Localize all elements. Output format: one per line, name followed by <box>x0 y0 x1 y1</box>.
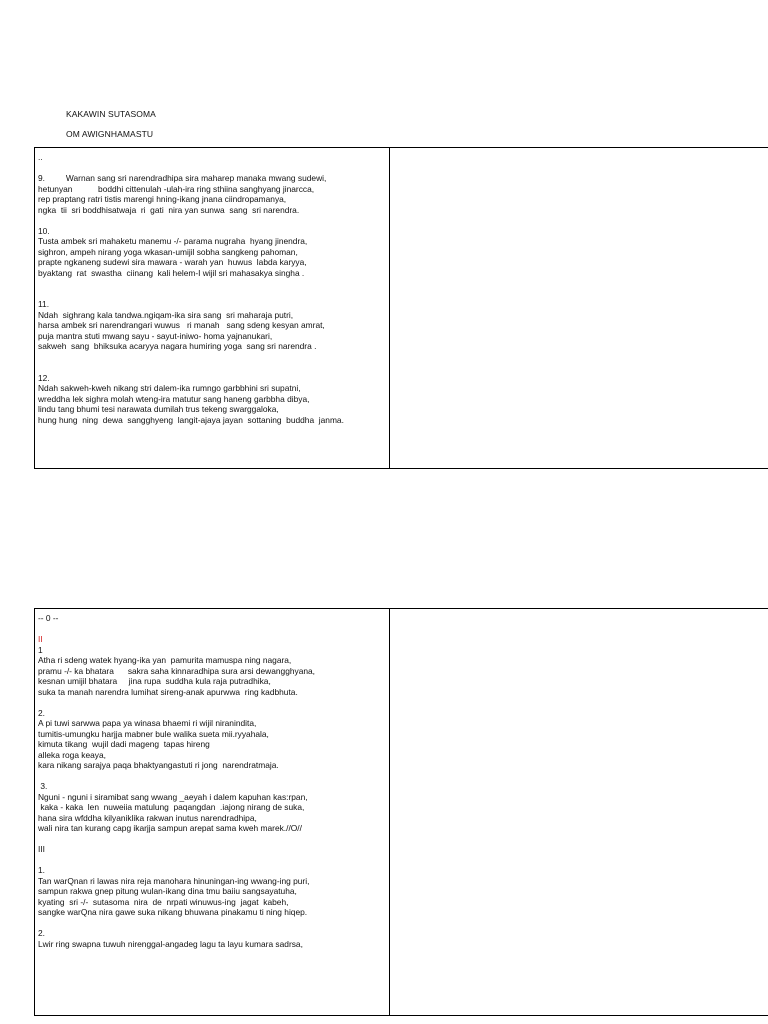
verse-line: 11. <box>38 299 50 309</box>
blank-line <box>38 771 389 782</box>
verse-line: Atha ri sdeng watek hyang-ika yan pamurita mamuspa ning nagara, <box>38 655 292 665</box>
verse-line: .. <box>38 152 43 162</box>
verse-line: II <box>38 634 43 644</box>
verse-line: 9. Warnan sang sri narendradhipa sira maharep manaka mwang sudewi, <box>38 173 327 183</box>
verse-line: 1 <box>38 644 43 655</box>
verse-line: suka ta manah narendra lumihat sireng-anak apurwwa ring kadbhuta. <box>38 686 298 697</box>
verse-line: alleka roga keaya, <box>38 749 106 760</box>
verse-line: lindu tang bhumi tesi narawata dumilah trus tekeng swarggaloka, <box>38 404 279 414</box>
verse-line: hung hung ning dewa sangghyeng langit-ajaya jayan sottaning buddha janma. <box>38 414 344 425</box>
verse-line: rep praptang ratri tistis marengi hning-ikang jnana ciindropamanya, <box>38 194 287 204</box>
verse-line: harsa ambek sri narendrangari wuwus ri manah sang sdeng kesyan amrat, <box>38 320 325 330</box>
verse-line: pramu -/- ka bhatara sakra saha kinnaradhipa sura arsi dewangghyana, <box>38 665 315 676</box>
verse-table-2-empty-cell <box>390 609 768 1015</box>
verse-line: wali nira tan kurang capg ikarjja sampun arepat sama kweh marek.//O// <box>38 823 302 833</box>
verse-line: 2. <box>38 928 45 938</box>
verse-line: sighron, ampeh nirang yoga wkasan-umijil sobha sangkeng pahoman, <box>38 246 298 257</box>
verse-line: A pi tuwi sarwwa papa ya winasa bhaemi ri wijil niranindita, <box>38 718 257 728</box>
verse-line: byaktang rat swastha ciinang kali helem-I wijil sri mahasakya singha . <box>38 267 305 278</box>
blank-line <box>38 215 389 226</box>
verse-line: sakweh sang bhiksuka acaryya nagara humiring yoga sang sri narendra . <box>38 341 317 351</box>
verse-line: hana sira wfddha kilyaniklika rakwan inutus narendradhipa, <box>38 812 257 823</box>
blank-line <box>38 278 389 289</box>
blank-line <box>38 624 389 635</box>
verse-line: 2. <box>38 707 45 718</box>
blank-line <box>38 362 389 373</box>
blank-line <box>38 352 389 363</box>
blank-line <box>38 855 389 866</box>
verse-line: Tusta ambek sri mahaketu manemu -/- parama nugraha hyang jinendra, <box>38 236 308 246</box>
document-title: KAKAWIN SUTASOMA <box>66 109 156 119</box>
verse-line: kesnan umijil bhatara jina rupa suddha kula raja putradhika, <box>38 676 271 686</box>
verse-table-2-text-cell <box>35 609 390 1015</box>
blank-line <box>38 697 389 708</box>
verse-line: sampun rakwa gnep pitung wulan-ikang dina tmu baiiu sangsayatuha, <box>38 886 297 896</box>
verse-line: Ndah sighrang kala tandwa.ngiqam-ika sira sang sri maharaja putri, <box>38 309 294 320</box>
verse-line: 10. <box>38 225 50 236</box>
blank-line <box>38 289 389 300</box>
document-invocation: OM AWIGNHAMASTU <box>66 129 154 139</box>
verse-line: 12. <box>38 372 50 383</box>
blank-line <box>38 834 389 845</box>
blank-line <box>38 163 389 174</box>
verse-line: Ndah sakweh-kweh nikang stri dalem-ika rumngo garbbhini sri supatni, <box>38 383 301 393</box>
verse-table-2 <box>34 608 768 1016</box>
verse-line: kara nikang sarajya paqa bhaktyangastuti ri jong narendratmaja. <box>38 760 279 770</box>
verse-table-1 <box>34 147 768 469</box>
verse-line: III <box>38 844 45 854</box>
verse-line: puja mantra stuti mwang sayu - sayut-iniwo- homa yajnanukari, <box>38 330 273 341</box>
verse-line: -- 0 -- <box>38 613 59 623</box>
verse-line: tumitis-umungku harjja mabner bule walika sueta mii.ryyahala, <box>38 728 269 739</box>
verse-table-1-text-cell <box>35 148 390 468</box>
blank-line <box>38 918 389 929</box>
verse-line: kyating sri -/- sutasoma nira de nrpati winuwus-ing jagat kabeh, <box>38 896 289 907</box>
verse-line: kimuta tikang wujil dadi mageng tapas hireng <box>38 739 210 749</box>
verse-line: hetunyan boddhi cittenulah -ulah-ira ring sthiina sanghyang jinarcca, <box>38 183 315 194</box>
verse-line: Tan warQnan ri lawas nira reja manohara hinuningan-ing wwang-ing puri, <box>38 875 310 886</box>
verse-line: kaka - kaka len nuweiia matulung paqangdan .iajong nirang de suka, <box>38 802 305 812</box>
verse-line: wreddha lek sighra molah wteng-ira matutur sang haneng garbbha dibya, <box>38 393 310 404</box>
verse-line: sangke warQna nira gawe suka nikang bhuwana pinakamu ti ning hiqep. <box>38 907 308 917</box>
verse-line: 1. <box>38 865 45 875</box>
verse-line: ngka tii sri boddhisatwaja ri gati nira yan sunwa sang sri narendra. <box>38 204 300 215</box>
verse-table-1-empty-cell <box>390 148 768 468</box>
verse-line: 3. <box>38 781 48 791</box>
verse-line: prapte ngkaneng sudewi sira mawara - warah yan huwus labda karyya, <box>38 257 307 267</box>
verse-line: Lwir ring swapna tuwuh nirenggal-angadeg lagu ta layu kumara sadrsa, <box>38 938 303 949</box>
verse-line: Nguni - nguni i siramibat sang wwang _aeyah i dalem kapuhan kas:rpan, <box>38 791 308 802</box>
